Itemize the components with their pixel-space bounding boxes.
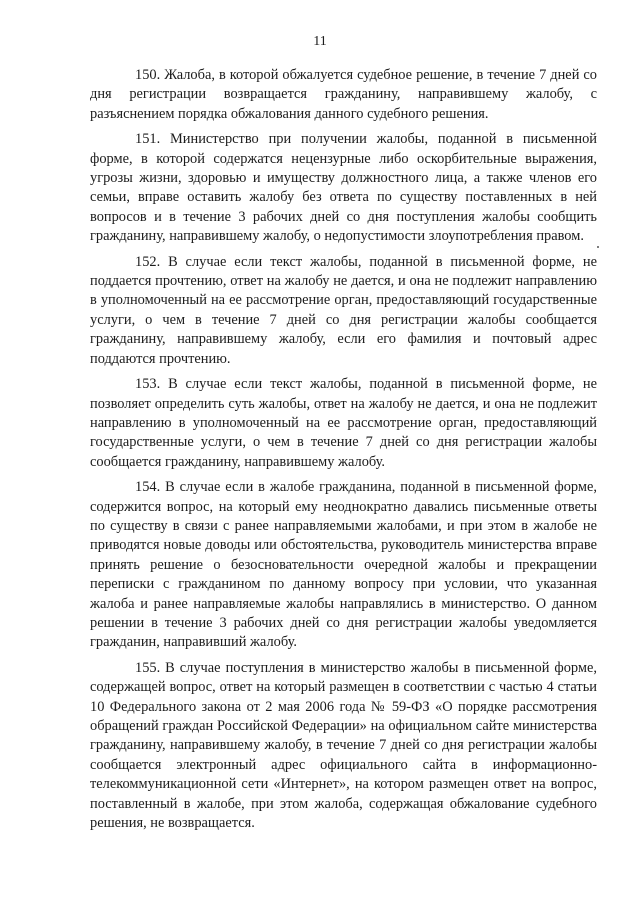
- paragraph-153: 153. В случае если текст жалобы, поданной в письменной форме, не позволяет определить суть жалобы, ответ на жалобу не дается, и она не подлежит направлению в уполномоченный на ее рассмотрение орган, предоставляющий государственные услуги, о чем в течение 7 дней со дня регистрации жалобы сообщается гражданину, направившему жалобу.: [90, 376, 597, 470]
- document-body: [90, 66, 597, 833]
- page-number: 11: [313, 34, 327, 49]
- paragraph-154: 154. В случае если в жалобе гражданина, поданной в письменной форме, содержится вопрос, на который ему неоднократно давались письменные ответы по существу в связи с ранее направляемыми жалобами, и при этом в жалобе не приводятся новые доводы или обстоятельства, руководитель министерства вправе принять решение о безосновательности очередной жалобы и прекращении переписки с гражданином по данному вопросу при условии, что указанная жалоба и ранее направляемые жалобы направлялись в министерство. О данном решении в течение 3 рабочих дней со дня регистрации жалобы уведомляется гражданин, направивший жалобу.: [90, 479, 597, 651]
- paragraph-152: 152. В случае если текст жалобы, поданной в письменной форме, не поддается прочтению, ответ на жалобу не дается, и она не подлежит направлению в уполномоченный на ее рассмотрение орган, предоставляющий государственные услуги, о чем в течение 7 дней со дня регистрации жалобы сообщается гражданину, направившему жалобу, если его фамилия и почтовый адрес поддаются прочтению.: [90, 253, 597, 367]
- paragraph-150: 150. Жалоба, в которой обжалуется судебное решение, в течение 7 дней со дня регистрации возвращается гражданину, направившему жалобу, с разъяснением порядка обжалования данного судебного решения.: [90, 67, 597, 122]
- scan-speck: [597, 246, 599, 248]
- paragraph-155: 155. В случае поступления в министерство жалобы в письменной форме, содержащей вопрос, ответ на который размещен в соответствии с частью 4 статьи 10 Федерального закона от 2 мая 2006 года № 59-ФЗ «О порядке рассмотрения обращений граждан Российской Федерации» на официальном сайте министерства гражданину, направившему жалобу, в течение 7 дней со дня регистрации жалобы сообщается электронный адрес официального сайта в информационно-телекоммуникационной сети «Интернет», на котором размещен ответ на вопрос, поставленный в жалобе, при этом жалоба, содержащая обжалование судебного решения, не возвращается.: [90, 659, 597, 832]
- paragraph-151: 151. Министерство при получении жалобы, поданной в письменной форме, в которой содержатся нецензурные либо оскорбительные выражения, угрозы жизни, здоровью и имуществу должностного лица, а также членов его семьи, вправе оставить жалобу без ответа по существу поставленных в ней вопросов и в течение 3 рабочих дней со дня поступления жалобы сообщить гражданину, направившему жалобу, о недопустимости злоупотребления правом.: [90, 131, 597, 245]
